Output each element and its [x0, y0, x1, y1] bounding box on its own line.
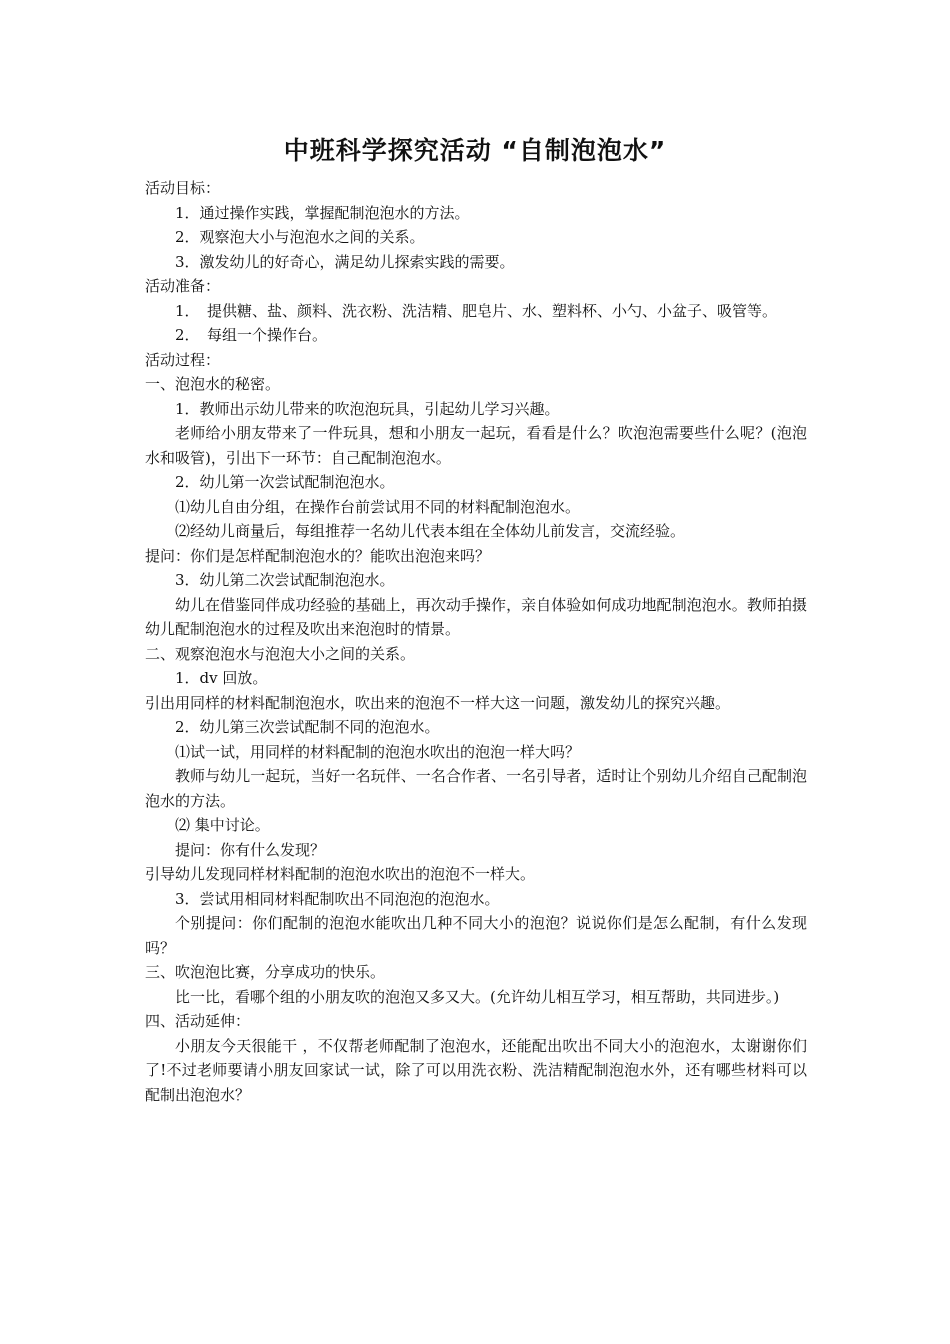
document-title: 中班科学探究活动 “自制泡泡水”	[283, 136, 667, 165]
body-paragraph: 比一比，看哪个组的小朋友吹的泡泡又多又大。(允许幼儿相互学习，相互帮助，共同进步。)	[175, 987, 780, 1006]
body-paragraph: 活动过程：	[145, 350, 221, 369]
body-paragraph: ⑵ 集中讨论。	[175, 816, 270, 834]
body-paragraph: 二、观察泡泡水与泡泡大小之间的关系。	[145, 644, 416, 663]
body-paragraph: 活动准备：	[145, 277, 221, 295]
body-paragraph: 个别提问：你们配制的泡泡水能吹出几种不同大小的泡泡？说说你们是怎么配制，有什么发现吗？	[145, 914, 807, 957]
document-body	[145, 176, 807, 1107]
body-paragraph: 小朋友今天很能干 ，不仅帮老师配制了泡泡水，还能配出吹出不同大小的泡泡水，太谢谢你们了!不过老师要请小朋友回家试一试，除了可以用洗衣粉、洗洁精配制泡泡水外，还有哪些材料可以配制出泡泡水？	[145, 1036, 807, 1104]
body-paragraph: 3．激发幼儿的好奇心，满足幼儿探索实践的需要。	[175, 252, 515, 271]
body-paragraph: 一、泡泡水的秘密。	[145, 375, 281, 393]
body-paragraph: 2． 每组一个操作台。	[175, 326, 328, 344]
body-paragraph: ⑴幼儿自由分组，在操作台前尝试用不同的材料配制泡泡水。	[175, 497, 581, 516]
body-paragraph: 3．幼儿第二次尝试配制泡泡水。	[175, 571, 395, 589]
body-paragraph: 四、活动延伸：	[145, 1012, 251, 1030]
body-paragraph: 活动目标：	[145, 179, 221, 197]
body-paragraph: 3．尝试用相同材料配制吹出不同泡泡的泡泡水。	[175, 889, 500, 908]
body-paragraph: 老师给小朋友带来了一件玩具，想和小朋友一起玩，看看是什么？吹泡泡需要些什么呢？(泡泡水和吸管)，引出下一环节：自己配制泡泡水。	[145, 424, 807, 467]
body-paragraph: 1．教师出示幼儿带来的吹泡泡玩具，引起幼儿学习兴趣。	[175, 399, 560, 418]
body-paragraph: 1． 提供糖、盐、颜料、洗衣粉、洗洁精、肥皂片、水、塑料杯、小勺、小盆子、吸管等。	[175, 301, 778, 320]
body-paragraph: 引导幼儿发现同样材料配制的泡泡水吹出的泡泡不一样大。	[145, 865, 536, 883]
body-paragraph: ⑵经幼儿商量后，每组推荐一名幼儿代表本组在全体幼儿前发言，交流经验。	[175, 522, 686, 540]
body-paragraph: 2．幼儿第一次尝试配制泡泡水。	[175, 473, 395, 491]
body-paragraph: 三、吹泡泡比赛，分享成功的快乐。	[145, 963, 386, 981]
body-paragraph: 1．通过操作实践，掌握配制泡泡水的方法。	[175, 203, 470, 222]
body-paragraph: 教师与幼儿一起玩，当好一名玩伴、一名合作者、一名引导者，适时让个别幼儿介绍自己配制泡泡水的方法。	[145, 767, 807, 810]
body-paragraph: 提问：你有什么发现？	[175, 840, 326, 859]
body-paragraph: 2．观察泡大小与泡泡水之间的关系。	[175, 228, 425, 246]
body-paragraph: 引出用同样的材料配制泡泡水，吹出来的泡泡不一样大这一问题，激发幼儿的探究兴趣。	[145, 693, 731, 712]
body-paragraph: 2．幼儿第三次尝试配制不同的泡泡水。	[175, 718, 440, 736]
body-paragraph: 幼儿在借鉴同伴成功经验的基础上，再次动手操作，亲自体验如何成功地配制泡泡水。教师拍摄幼儿配制泡泡水的过程及吹出来泡泡时的情景。	[145, 595, 807, 638]
body-paragraph: 提问：你们是怎样配制泡泡水的？能吹出泡泡来吗？	[145, 546, 491, 565]
body-paragraph: ⑴试一试，用同样的材料配制的泡泡水吹出的泡泡一样大吗？	[175, 742, 581, 761]
body-paragraph: 1．dv 回放。	[175, 669, 268, 687]
